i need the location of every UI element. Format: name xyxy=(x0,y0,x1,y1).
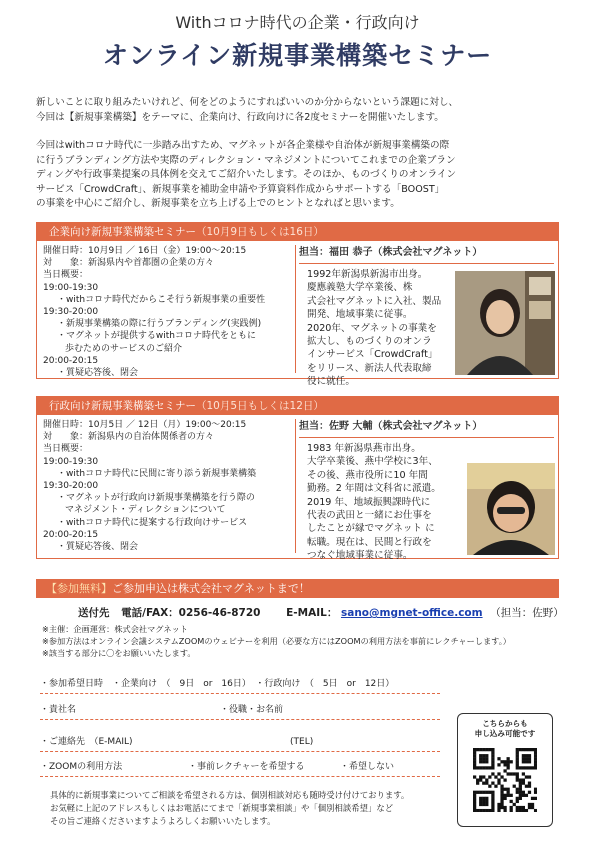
lecture-yes-option[interactable]: ・事前レクチャーを希望する xyxy=(188,762,305,772)
zoom-usage-label: ・ZOOMの利用方法 xyxy=(40,762,123,772)
form-row-date[interactable] xyxy=(40,676,440,694)
bio-line: 役に就任。 xyxy=(307,376,355,388)
intro-line: の事業を中心にご紹介し、新規事業を立ち上げる上でのヒントとなればと思います。 xyxy=(36,198,400,209)
bio-line: 勤務。2 年間は文科省に派遣。 xyxy=(307,483,441,495)
bio-line: 2020年、マグネットの事業を xyxy=(307,322,437,334)
entry-footer xyxy=(50,789,409,828)
speaker-bio xyxy=(307,442,477,563)
schedule-line: 19:30-20:00 xyxy=(43,481,99,492)
speaker-name: 担当：佐野 大輔（株式会社マグネット） xyxy=(299,419,554,438)
bio-line: インサービス「CrowdCraft」 xyxy=(307,349,438,361)
bio-line: 1983 年新潟県燕市出身。 xyxy=(307,443,421,454)
free-badge: 【参加無料】 xyxy=(46,582,112,595)
government-schedule xyxy=(43,419,295,553)
email-label: E-MAIL： xyxy=(286,607,338,619)
government-speaker xyxy=(299,419,554,438)
note-line: ※主催：企画運営：株式会社マグネット xyxy=(42,624,188,634)
schedule-line: 19:00-19:30 xyxy=(43,282,99,293)
schedule-line: 歩むためのサービスのご紹介 xyxy=(65,343,183,354)
entry-notes xyxy=(42,623,511,659)
email-link[interactable]: sano@mgnet-office.com xyxy=(340,607,483,619)
schedule-line: 当日概要： xyxy=(43,444,89,455)
bio-line: 転職。現在は、民間と行政を xyxy=(307,536,432,548)
schedule-line: マネジメント・ディレクションについて xyxy=(65,505,226,516)
intro-line: 今回はwithコロナ時代に一歩踏み出すため、マグネットが各企業様や自治体が新規事業構築の際 xyxy=(36,140,450,151)
schedule-line: ・新規事業構築の際に行うブランディング(実践例) xyxy=(57,319,262,330)
government-seminar-heading xyxy=(37,397,558,415)
form-row-zoom[interactable] xyxy=(40,759,440,777)
intro-line: ディングや行政事業提案の具体例を交えてご紹介いたします。そのほか、ものづくりのオンライン xyxy=(36,169,457,180)
footer-line: その旨ご連絡くださいますようよろしくお願いいたします。 xyxy=(50,816,276,826)
intro-line: 新しいことに取り組みたいけれど、何をどのようにすればいいのか分からないという課題に対し、 xyxy=(36,97,459,108)
bio-line: 慶應義塾大学卒業後、株 xyxy=(307,282,413,294)
divider xyxy=(295,419,296,553)
note-line: ※参加方法はオンライン会議システムZOOMのウェビナーを利用（必要な方にはZOOMの利用方法を事前にレクチャーします。） xyxy=(42,636,511,646)
qr-caption xyxy=(458,719,552,739)
send-to-line xyxy=(78,605,564,620)
bio-line: 開発、地域事業に従事。 xyxy=(307,309,413,321)
schedule-line: ・withコロナ時代に民間に寄り添う新規事業構築 xyxy=(57,468,257,479)
bio-line: 代表の武田と一緒にお仕事を xyxy=(307,510,432,522)
contact-tel-label: (TEL) xyxy=(290,737,314,747)
heading-text: 企業向け新規事業構築セミナー xyxy=(49,226,196,238)
bio-line: 2019 年、地域振興課時代に xyxy=(307,496,431,508)
speaker-bio xyxy=(307,268,457,389)
corporate-seminar-heading xyxy=(37,223,558,241)
entry-heading-text: ご参加申込は株式会社マグネットまで！ xyxy=(112,582,310,595)
speaker-photo xyxy=(467,463,555,555)
heading-dates: （10月9日もしくは16日） xyxy=(196,226,324,238)
schedule-line: 19:30-20:00 xyxy=(43,307,99,318)
qr-caption-line: こちらからも xyxy=(482,719,528,728)
intro-line: 今回は【新規事業構築】をテーマに、企業向け、行政向けに各2度セミナーを開催いたします。 xyxy=(36,111,444,123)
schedule-line: 対 象：新潟県内の自治体関係者の方々 xyxy=(43,432,215,443)
schedule-line: 19:00-19:30 xyxy=(43,456,99,467)
lecture-no-option[interactable]: ・希望しない xyxy=(340,762,395,772)
heading-text: 行政向け新規事業構築セミナー xyxy=(49,400,196,412)
corporate-speaker xyxy=(299,245,554,264)
title-name-label: ・役職・お名前 xyxy=(220,705,284,715)
schedule-line: 開催日時：10月9日 ／ 16日（金）19:00～20:15 xyxy=(43,246,247,256)
company-name-label: ・貴社名 xyxy=(40,705,77,715)
speaker-photo xyxy=(455,271,555,375)
corporate-schedule xyxy=(43,245,295,379)
tel-fax: 電話/FAX：0256-46-8720 xyxy=(121,607,261,619)
footer-line: お気軽に上記のアドレスもしくはお電話にてまで「新規事業相談」や「個別相談希望」など xyxy=(50,803,394,813)
speaker-photo-image xyxy=(455,271,555,375)
bio-line: つなぐ地域事業に従事。 xyxy=(307,550,413,562)
intro-line: に行うブランディング方法や実際のディレクション・マネジメントについてこれまでの企業ブラン xyxy=(36,154,456,166)
contact-email-label: ・ご連絡先 （E-MAIL) xyxy=(40,737,133,747)
entry-heading xyxy=(36,579,559,598)
government-seminar-box xyxy=(36,396,559,562)
bio-line: 拡大し、ものづくりのオンラ xyxy=(307,336,432,348)
schedule-line: ・質疑応答後、閉会 xyxy=(57,542,139,553)
schedule-line: 開催日時：10月5日 ／ 12日（月）19:00～20:15 xyxy=(43,420,247,430)
page-title: オンライン新規事業構築セミナー xyxy=(102,41,493,70)
intro-paragraph-1 xyxy=(36,96,561,125)
bio-line: 式会社マグネットに入社、製品 xyxy=(307,295,442,307)
bio-line: をリリース、新法人代表取締 xyxy=(307,362,432,374)
qr-code-panel xyxy=(457,713,553,827)
speaker-name: 担当：福田 恭子（株式会社マグネット） xyxy=(299,245,554,264)
footer-line: 具体的に新規事業についてご相談を希望される方は、個別相談対応も随時受け付けております。 xyxy=(50,790,410,800)
send-to-label: 送付先 xyxy=(78,607,110,619)
schedule-line: 20:00-20:15 xyxy=(43,355,99,366)
schedule-line: 当日概要： xyxy=(43,270,89,281)
note-line: ※該当する部分に〇をお願いいたします。 xyxy=(42,648,196,658)
schedule-line: ・withコロナ時代だからこそ行う新規事業の重要性 xyxy=(57,294,266,305)
corporate-seminar-box xyxy=(36,222,559,388)
intro-line: サービス「CrowdCraft」、新規事業を補助金申請や予算資料作成からサポートする「BOOST」 xyxy=(36,183,445,195)
subtitle: Withコロナ時代の企業・行政向け xyxy=(175,13,420,32)
form-row-company[interactable] xyxy=(40,702,440,720)
divider xyxy=(295,245,296,373)
form-date-options: ・参加希望日時 ・企業向け （ 9日 or 16日） ・行政向け （ 5日 or 12日） xyxy=(40,679,395,689)
bio-line: したことが縁でマグネット に xyxy=(307,523,435,535)
form-row-contact[interactable] xyxy=(40,734,440,752)
schedule-line: ・withコロナ時代に提案する行政向けサービス xyxy=(57,517,248,528)
speaker-photo-image xyxy=(467,463,555,555)
bio-line: 1992年新潟県新潟市出身。 xyxy=(307,269,428,280)
qr-caption-line: 申し込み可能です xyxy=(474,729,536,738)
heading-dates: （10月5日もしくは12日） xyxy=(196,400,324,412)
schedule-line: ・マグネットが行政向け新規事業構築を行う際の xyxy=(57,493,255,504)
bio-line: その後、燕市役所に10 年間 xyxy=(307,469,428,481)
schedule-line: 対 象：新潟県内や首都圏の企業の方々 xyxy=(43,258,215,269)
qr-code-image[interactable] xyxy=(473,748,537,812)
schedule-line: ・マグネットが提供するwithコロナ時代をともに xyxy=(57,331,257,342)
bio-line: 大学卒業後、燕中学校に3年、 xyxy=(307,456,438,468)
intro-paragraph-2 xyxy=(36,139,561,212)
contact-person: （担当：佐野） xyxy=(490,607,564,619)
schedule-line: 20:00-20:15 xyxy=(43,529,99,540)
schedule-line: ・質疑応答後、閉会 xyxy=(57,368,139,379)
